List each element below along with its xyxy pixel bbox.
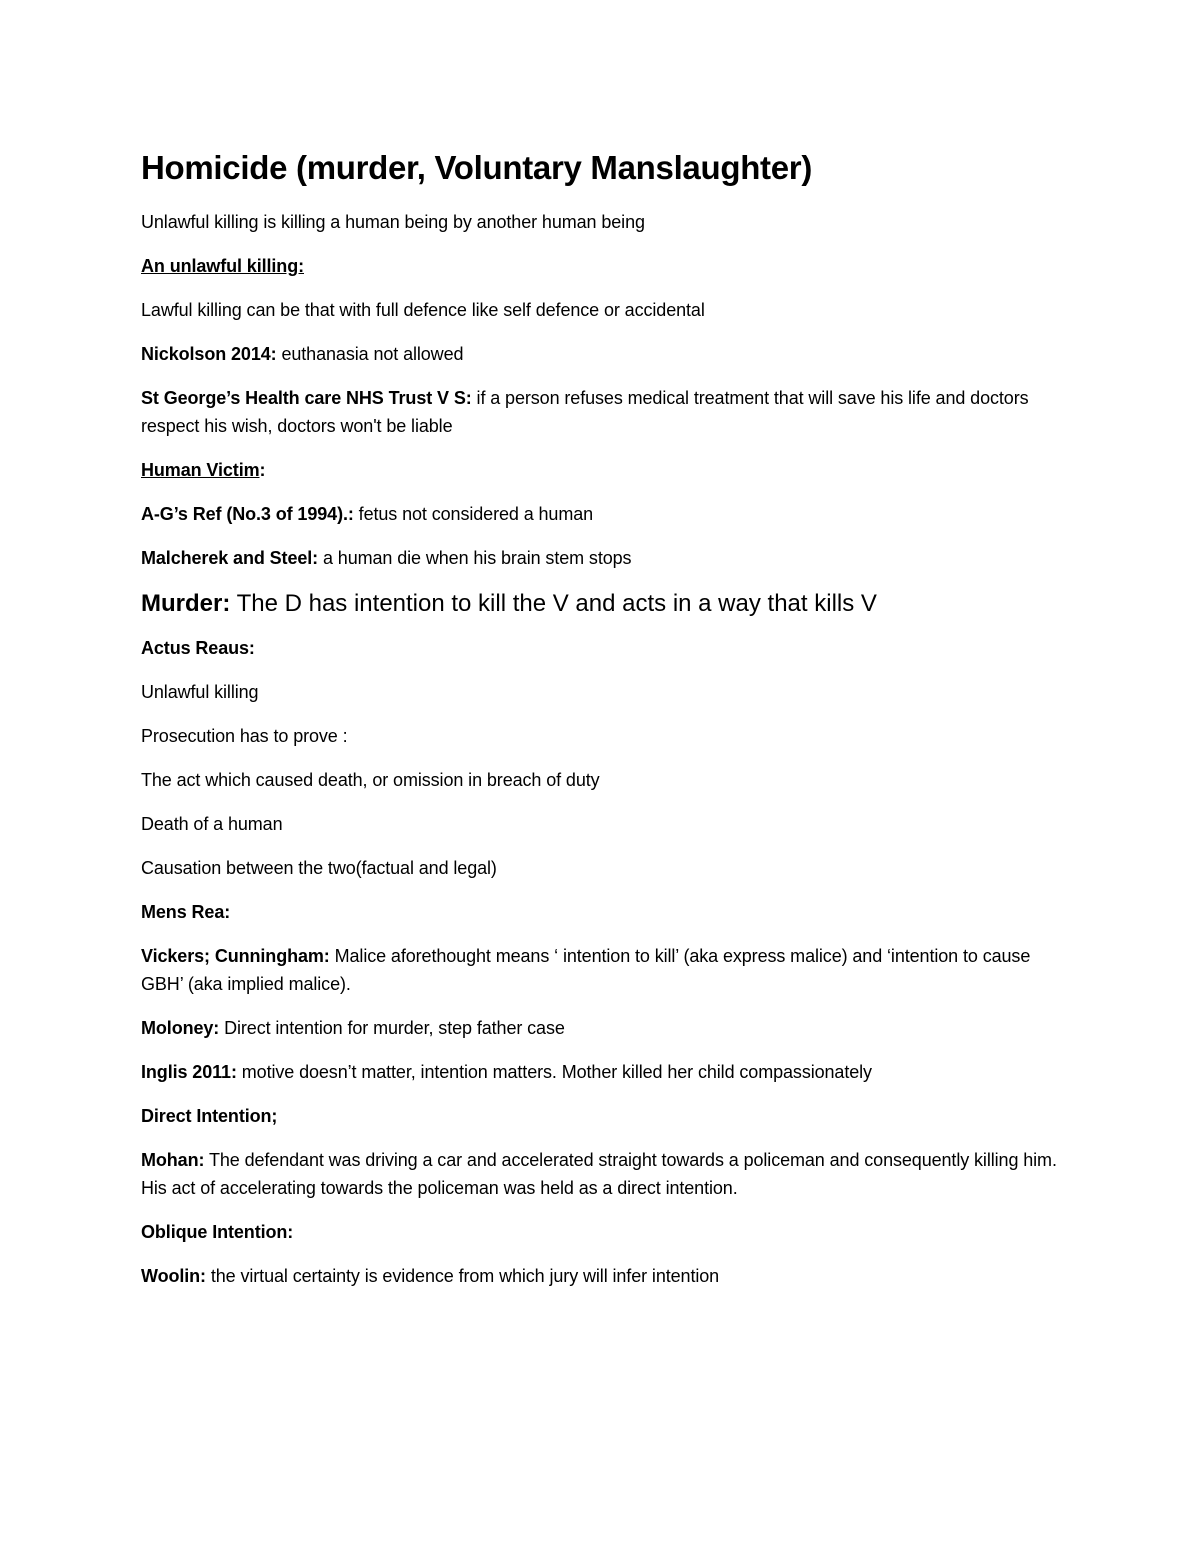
intro-paragraph: Unlawful killing is killing a human being by another human being [141, 212, 645, 232]
woolin-paragraph [141, 1262, 1061, 1290]
mohan-paragraph [141, 1146, 1061, 1202]
inglis-paragraph [141, 1058, 1061, 1086]
direct-intention-heading-text: Direct Intention; [141, 1106, 278, 1126]
lawful-killing-paragraph: Lawful killing can be that with full defence like self defence or accidental [141, 300, 705, 320]
malcherek-paragraph [141, 544, 1061, 572]
case-text-st-george: if a person refuses medical treatment that will save his life and doctors respect his wish, doctors won't be liable [141, 388, 1029, 436]
act-caused-death-paragraph: The act which caused death, or omission in breach of duty [141, 770, 600, 790]
nickolson-paragraph [141, 340, 1061, 368]
case-name-moloney: Moloney: [141, 1018, 220, 1038]
ag-ref-paragraph [141, 500, 1061, 528]
page-title: Homicide (murder, Voluntary Manslaughter) [141, 149, 813, 186]
human-victim-heading-colon: : [259, 460, 266, 480]
unlawful-killing-heading [141, 252, 1061, 280]
case-text-inglis: motive doesn’t matter, intention matters. Mother killed her child compassionately [236, 1062, 872, 1082]
murder-heading [141, 588, 1061, 620]
case-name-ag-ref: A-G’s Ref (No.3 of 1994).: [141, 504, 354, 524]
case-name-inglis: Inglis 2011: [141, 1062, 237, 1082]
murder-label: Murder: [141, 590, 231, 617]
oblique-intention-heading [141, 1218, 1061, 1246]
actus-reaus-heading [141, 634, 1061, 662]
ar-unlawful-killing: Unlawful killing [141, 682, 259, 702]
case-text-ag-ref: fetus not considered a human [353, 504, 594, 524]
case-text-woolin: the virtual certainty is evidence from which jury will infer intention [205, 1266, 720, 1286]
case-name-malcherek: Malcherek and Steel: [141, 548, 319, 568]
case-text-vickers: Malice aforethought means ‘ intention to kill’ (aka express malice) and ‘intention to cause GBH’ (aka implied malice). [141, 946, 1031, 994]
case-text-mohan: The defendant was driving a car and accelerated straight towards a policeman and consequently killing him. His act of accelerating towards the policeman was held as a direct intention. [141, 1150, 1057, 1198]
oblique-intention-heading-text: Oblique Intention: [141, 1222, 294, 1242]
human-victim-heading-text: Human Victim [141, 460, 260, 480]
direct-intention-heading [141, 1102, 1061, 1130]
case-name-mohan: Mohan: [141, 1150, 205, 1170]
st-george-paragraph [141, 384, 1061, 440]
prosecution-paragraph: Prosecution has to prove : [141, 726, 348, 746]
case-text-nickolson: euthanasia not allowed [276, 344, 464, 364]
document-body [141, 148, 1061, 1306]
murder-definition: The D has intention to kill the V and acts in a way that kills V [230, 590, 877, 617]
unlawful-killing-heading-text: An unlawful killing: [141, 256, 304, 276]
mens-rea-heading [141, 898, 1061, 926]
case-text-moloney: Direct intention for murder, step father case [219, 1018, 565, 1038]
moloney-paragraph [141, 1014, 1061, 1042]
case-name-st-george: St George’s Health care NHS Trust V S: [141, 388, 472, 408]
case-name-nickolson: Nickolson 2014: [141, 344, 277, 364]
case-text-malcherek: a human die when his brain stem stops [318, 548, 632, 568]
case-name-woolin: Woolin: [141, 1266, 206, 1286]
vickers-paragraph [141, 942, 1061, 998]
death-of-human-paragraph: Death of a human [141, 814, 283, 834]
case-name-vickers: Vickers; Cunningham: [141, 946, 330, 966]
mens-rea-heading-text: Mens Rea: [141, 902, 231, 922]
causation-paragraph: Causation between the two(factual and legal) [141, 858, 497, 878]
actus-reaus-heading-text: Actus Reaus: [141, 638, 255, 658]
human-victim-heading [141, 456, 1061, 484]
